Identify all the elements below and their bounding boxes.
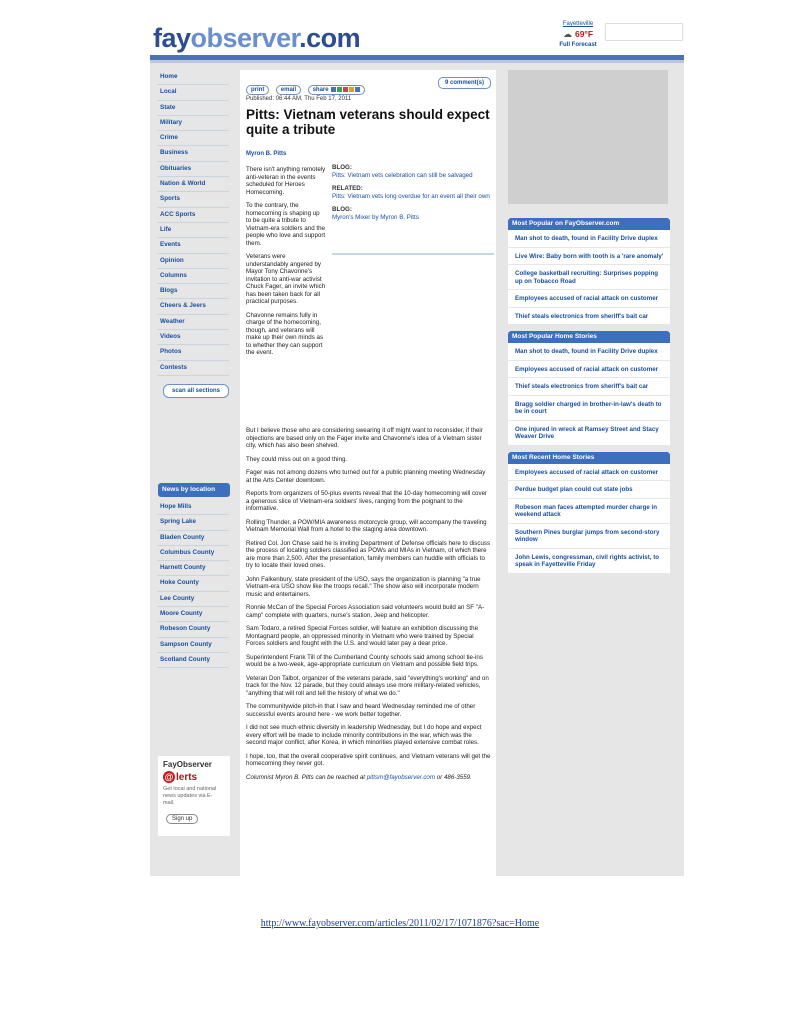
full-forecast-link[interactable]: Full Forecast bbox=[559, 42, 597, 48]
alerts-logo: @ lerts bbox=[164, 772, 198, 783]
story-link[interactable]: Southern Pines burglar jumps from second-story window bbox=[508, 524, 670, 549]
scan-all-sections-button[interactable]: scan all sections bbox=[163, 384, 229, 398]
weather-location-link[interactable]: Fayetteville bbox=[562, 21, 594, 27]
nav-item[interactable]: Contests bbox=[157, 361, 229, 376]
story-link[interactable]: John Lewis, congressman, civil rights activist, to speak in Fayetteville Friday bbox=[508, 549, 670, 574]
reddit-icon[interactable] bbox=[343, 87, 348, 92]
left-nav bbox=[157, 70, 229, 398]
story-link[interactable]: Bragg soldier charged in brother-in-law's death to be in court bbox=[508, 396, 670, 421]
print-button[interactable]: print bbox=[246, 85, 269, 95]
ad-placeholder bbox=[508, 70, 668, 204]
story-link[interactable]: Employees accused of racial attack on customer bbox=[508, 361, 670, 379]
story-panel bbox=[508, 331, 670, 446]
article bbox=[240, 70, 496, 876]
blog-heading: BLOG: bbox=[332, 164, 352, 171]
blog-link[interactable]: Pitts: Vietnam vets celebration can still be salvaged bbox=[332, 171, 473, 179]
story-link[interactable]: College basketball recruiting: Surprises popping up on Tobacco Road bbox=[508, 265, 670, 290]
article-paragraph: I hope, too, that the overall cooperative spirit continues, and Vietnam veterans will get the homecoming they never got. bbox=[246, 752, 491, 767]
article-paragraph: Ronnie McCan of the Special Forces Association said volunteers would build an SF "A-camp" complete with quarters, nurse's station, Jeep and helicopter. bbox=[246, 604, 485, 619]
bookmark-icon[interactable] bbox=[349, 87, 354, 92]
nav-item[interactable]: Events bbox=[157, 238, 229, 253]
article-paragraph: Reports from organizers of 50-plus events reveal that the 10-day homecoming will cover a generous slice of Vietnam-era soldiers' lives, ranging from the poignant to the informative. bbox=[246, 490, 488, 512]
share-button[interactable]: share bbox=[308, 85, 366, 95]
facebook-icon[interactable] bbox=[331, 87, 336, 92]
article-body-narrow bbox=[246, 166, 326, 363]
article-paragraph: Veteran Don Talbot, organizer of the veterans parade, said "everything's working" and on track for the Nov. 12 parade, but they could always use more military-related vehicles, "anything that will roll and tell the history of what we do." bbox=[246, 674, 489, 697]
county-nav-item[interactable]: Hoke County bbox=[157, 576, 229, 591]
nav-item[interactable]: Business bbox=[157, 146, 229, 161]
article-paragraph: Superintendent Frank Till of the Cumberland County schools said among school tie-ins would be a two-week, age-appropriate curriculum on Vietnam and possible field trips. bbox=[246, 653, 483, 668]
county-nav-item[interactable]: Robeson County bbox=[157, 622, 229, 637]
county-nav-item[interactable]: Moore County bbox=[157, 607, 229, 622]
page-container bbox=[150, 20, 684, 876]
nav-item[interactable]: Home bbox=[157, 70, 229, 85]
nav-item[interactable]: Weather bbox=[157, 315, 229, 330]
county-nav-item[interactable]: Lee County bbox=[157, 592, 229, 607]
site-logo[interactable]: fayobserver.com bbox=[153, 23, 361, 53]
header-subdivider bbox=[150, 60, 684, 63]
nav-item[interactable]: Obituaries bbox=[157, 162, 229, 177]
nav-item[interactable]: Opinion bbox=[157, 254, 229, 269]
panel-header: Most Popular Home Stories bbox=[508, 331, 670, 343]
story-link[interactable]: Robeson man faces attempted murder charge in weekend attack bbox=[508, 499, 670, 524]
byline-link[interactable]: Myron B. Pitts bbox=[246, 151, 287, 157]
article-paragraph: Chavonne remains fully in charge of the homecoming, though, and veterans will make up their own minds as to whether they can support the event. bbox=[246, 311, 324, 356]
nav-item[interactable]: Nation & World bbox=[157, 177, 229, 192]
article-title: Pitts: Vietnam veterans should expect quite a tribute bbox=[246, 107, 490, 137]
article-paragraph: The communitywide pitch-in that I saw and heard Wednesday reminded me of other successful events around here - we work better together. bbox=[246, 703, 476, 718]
article-toolbar bbox=[246, 78, 367, 96]
site-header bbox=[150, 20, 684, 60]
article-paragraph: John Falkenbury, state president of the USO, says the organization is planning "a true Vietnam-era USO show like the troops recall." The show also will incorporate modern music and entertainers. bbox=[246, 575, 481, 598]
nav-item[interactable]: Crime bbox=[157, 131, 229, 146]
page-url[interactable]: http://www.fayobserver.com/articles/2011/02/17/1071876?sac=Home bbox=[260, 918, 540, 929]
panel-header: Most Popular on FayObserver.com bbox=[508, 218, 670, 230]
alerts-description: Get local and national news updates via E-mail. bbox=[163, 786, 217, 806]
nav-item[interactable]: Sports bbox=[157, 192, 229, 207]
digg-icon[interactable] bbox=[337, 87, 342, 92]
story-link[interactable]: Thief steals electronics from sheriff's bait car bbox=[508, 308, 670, 326]
news-by-location-header: News by location bbox=[158, 483, 230, 497]
mail-share-icon[interactable] bbox=[355, 87, 360, 92]
article-paragraph: I did not see much ethnic diversity in leadership Wednesday, but I do hope and expect every effort will be made to include minority contributions in the war, which was the second major conflict, after Korea, in which minorities played extensive combat roles. bbox=[246, 724, 482, 746]
comments-button[interactable]: 9 comment(s) bbox=[438, 77, 491, 89]
article-body-wide bbox=[246, 427, 492, 787]
county-nav-item[interactable]: Harnett County bbox=[157, 561, 229, 576]
article-paragraph: Rolling Thunder, a POW/MIA awareness motorcycle group, will accompany the traveling Vietnam Memorial Wall from a hotel to the staging area downtown. bbox=[246, 518, 487, 533]
story-link[interactable]: One injured in wreck at Ramsey Street and Stacy Weaver Drive bbox=[508, 421, 670, 446]
weather-widget bbox=[548, 20, 608, 48]
story-panel bbox=[508, 218, 670, 325]
article-paragraph: There isn't anything remotely anti-veteran in the events scheduled for Heroes Homecoming. bbox=[246, 166, 326, 196]
story-link[interactable]: Man shot to death, found in Facility Drive duplex bbox=[508, 230, 670, 248]
story-link[interactable]: Employees accused of racial attack on customer bbox=[508, 290, 670, 308]
article-paragraph: Sam Todaro, a retired Special Forces soldier, will feature an exhibition discussing the Montagnard people, an oppressed minority in Vietnam who were trained by Special Forces soldiers and fought with the U.S. and would later pay a dear price. bbox=[246, 625, 479, 647]
nav-item[interactable]: State bbox=[157, 101, 229, 116]
at-icon: @ bbox=[164, 772, 174, 782]
story-link[interactable]: Perdue budget plan could cut state jobs bbox=[508, 481, 670, 499]
panel-header: Most Recent Home Stories bbox=[508, 452, 670, 464]
nav-item[interactable]: Cheers & Jeers bbox=[157, 299, 229, 314]
county-nav-item[interactable]: Scotland County bbox=[157, 653, 229, 668]
county-nav bbox=[157, 500, 229, 668]
related-links-box bbox=[332, 164, 494, 227]
article-paragraph: To the contrary, the homecoming is shaping up to be quite a tribute to Vietnam-era soldiers and the people who love and support them. bbox=[246, 202, 326, 247]
county-nav-item[interactable]: Columbus County bbox=[157, 546, 229, 561]
columnist-email-link[interactable]: pittsm@fayobserver.com bbox=[366, 773, 436, 781]
nav-item[interactable]: Life bbox=[157, 223, 229, 238]
alerts-box bbox=[158, 756, 230, 836]
columnist-footer: Columnist Myron B. Pitts can be reached at pittsm@fayobserver.com or 486-3559. bbox=[246, 773, 472, 781]
article-paragraph: Fager was not among dozens who turned out for a public planning meeting Wednesday at the Arts Center downtown. bbox=[246, 469, 486, 484]
article-paragraph: They could miss out on a good thing. bbox=[246, 455, 348, 463]
related-heading: RELATED: bbox=[332, 185, 363, 192]
header-ad-box bbox=[605, 23, 683, 41]
article-paragraph: But I believe those who are considering swearing it off might want to reconsider, if their objections are based only on the Fager invite and Chavonne's idea of a Vietnam sister city, which has also been shelved. bbox=[246, 427, 483, 449]
story-link[interactable]: Thief steals electronics from sheriff's bait car bbox=[508, 378, 670, 396]
alerts-title: FayObserver bbox=[163, 760, 212, 769]
weather-temp: ☁ 69°F bbox=[562, 29, 594, 39]
related-link[interactable]: Pitts: Vietnam vets long overdue for an event all their own bbox=[332, 192, 490, 200]
article-paragraph: Veterans were understandably angered by Mayor Tony Chavonne's invitation to anti-war activist Chuck Fager, an invite which has been taken back for all practical purposes. bbox=[246, 253, 326, 305]
county-nav-item[interactable]: Spring Lake bbox=[157, 515, 229, 530]
county-nav-item[interactable]: Sampson County bbox=[157, 638, 229, 653]
published-date: Published: 06:44 AM, Thu Feb 17, 2011 bbox=[246, 96, 352, 102]
cloud-icon: ☁ bbox=[562, 29, 572, 39]
signup-button[interactable]: Sign up bbox=[166, 814, 198, 824]
nav-item[interactable]: Blogs bbox=[157, 284, 229, 299]
right-column bbox=[508, 70, 670, 580]
nav-item[interactable]: Photos bbox=[157, 345, 229, 360]
nav-item[interactable]: Local bbox=[157, 85, 229, 100]
nav-item[interactable]: Videos bbox=[157, 330, 229, 345]
story-panel bbox=[508, 452, 670, 574]
nav-item[interactable]: ACC Sports bbox=[157, 208, 229, 223]
popular-panels bbox=[508, 218, 670, 574]
nav-item[interactable]: Military bbox=[157, 116, 229, 131]
story-link[interactable]: Employees accused of racial attack on customer bbox=[508, 464, 670, 482]
blog-link[interactable]: Myron's Mixer by Myron B. Pitts bbox=[332, 213, 419, 221]
related-divider bbox=[332, 253, 494, 255]
nav-item[interactable]: Columns bbox=[157, 269, 229, 284]
story-link[interactable]: Live Wire: Baby born with tooth is a 'rare anomaly' bbox=[508, 248, 670, 266]
county-nav-item[interactable]: Bladen County bbox=[157, 531, 229, 546]
article-paragraph: Retired Col. Jon Chase said he is inviting Department of Defense officials here to discuss the process of locating soldiers classified as POWs and MIAs in Vietnam, of which there are more than 2,500. After the presentation, family members can huddle with officials to try to locate their loved ones. bbox=[246, 539, 491, 569]
email-button[interactable]: email bbox=[276, 85, 301, 95]
story-link[interactable]: Man shot to death, found in Facility Drive duplex bbox=[508, 343, 670, 361]
blog-heading: BLOG: bbox=[332, 206, 352, 213]
county-nav-item[interactable]: Hope Mills bbox=[157, 500, 229, 515]
